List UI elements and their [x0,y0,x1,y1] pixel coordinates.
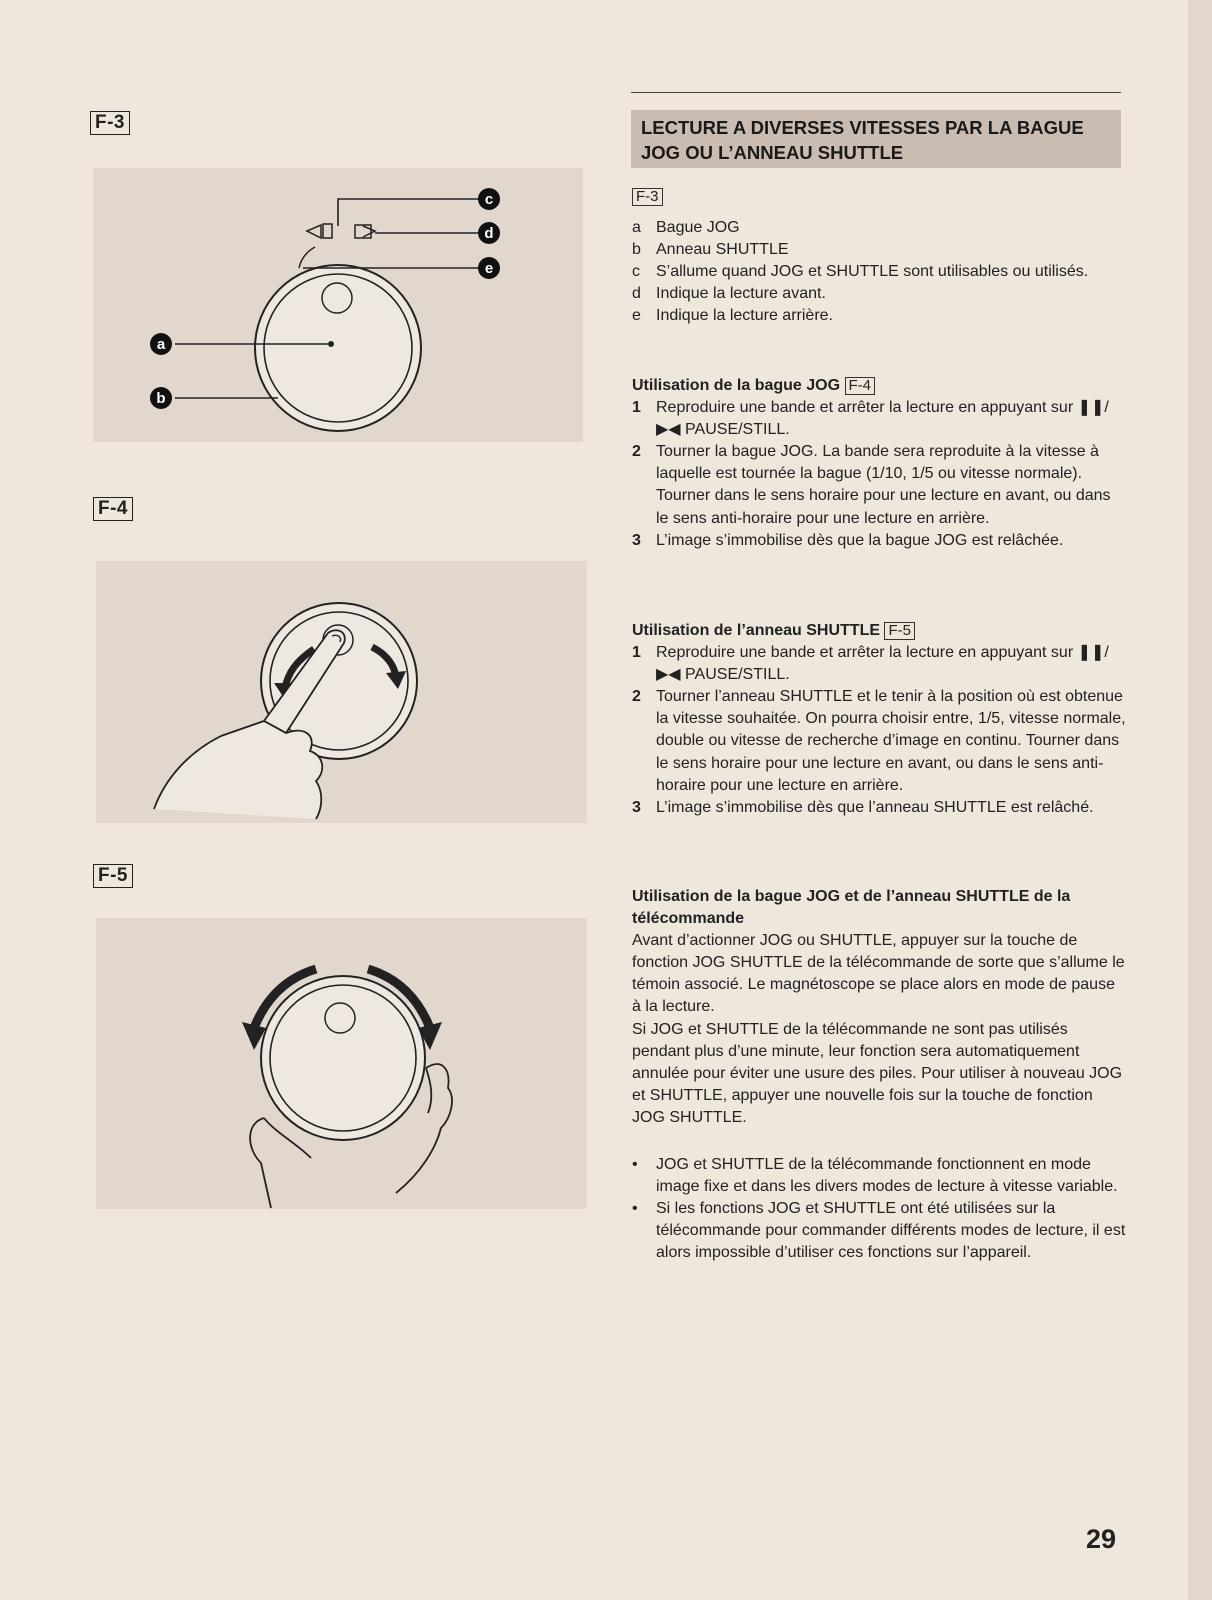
remote-title: Utilisation de la bague JOG et de l’anneau SHUTTLE de la télécommande [632,888,1071,928]
legend-item [632,217,1126,239]
legend-key: b [632,241,641,259]
step-number: 3 [632,798,641,816]
shuttle-figure-ref: F-5 [884,622,915,640]
shuttle-step [632,686,1126,796]
notes-list [632,1154,1126,1264]
callout-c: c [484,191,494,208]
figure-f3-panel [93,168,583,442]
shuttle-rotation-illustration [96,918,587,1209]
step-text: Tourner l’anneau SHUTTLE et le tenir à la position où est obtenue la vitesse souhaitée. On pourra choisir entre, 1/5, vitesse normale, double ou vitesse de recherche d’image en continu. Tourner dans le sens horaire pour une lecture en avant, ou dans le sens anti-horaire pour une lecture en arrière. [656,688,1126,794]
legend-key: a [632,219,641,236]
legend-item [632,305,1126,327]
jog-figure-ref: F-4 [845,377,876,395]
section-heading [631,110,1121,168]
remote-section [632,886,1126,1129]
figure-f4-panel [96,561,587,823]
shuttle-step [632,797,1126,819]
figure-label-f3: F-3 [90,111,130,135]
step-number: 3 [632,531,641,549]
legend-ref-wrap [632,186,1126,208]
legend-item [632,283,1126,305]
jog-step [632,530,1126,552]
remote-paragraph-1: Avant d’actionner JOG ou SHUTTLE, appuyer sur la touche de fonction JOG SHUTTLE de la télécommande de sorte que s’allume le témoin associé. Le magnétoscope se place alors en mode de pause à la lecture. [632,932,1125,1016]
step-number: 2 [632,443,641,461]
step-number: 2 [632,688,641,706]
note-item: • Si les fonctions JOG et SHUTTLE ont été utilisées sur la télécommande pour commander différents modes de lecture, il est alors impossible d’utiliser ces fonctions sur l’appareil. [632,1198,1126,1264]
shuttle-title [632,620,1126,642]
shuttle-title-text: Utilisation de l’anneau SHUTTLE [632,622,881,639]
legend-item [632,261,1126,283]
jog-title-text: Utilisation de la bague JOG [632,377,841,394]
legend-text: Bague JOG [656,219,740,236]
callout-e: e [484,260,494,277]
page-edge-shade [1188,0,1212,1600]
callout-d: d [484,225,494,242]
step-text: Tourner la bague JOG. La bande sera reproduite à la vitesse à laquelle est tournée la bague (1/10, 1/5 ou vitesse normale). Tourner dans le sens horaire pour une lecture en avant, ou dans le sens anti-horaire pour une lecture en arrière. [656,443,1111,527]
jog-rotation-illustration [96,561,587,823]
figure-label-f4: F-4 [93,497,133,521]
step-text: L’image s’immobilise dès que la bague JOG est relâchée. [656,531,1064,549]
heading-line-2: JOG OU L’ANNEAU SHUTTLE [641,142,904,163]
step-text: Reproduire une bande et arrêter la lecture en appuyant sur ❚❚/▶◀ PAUSE/STILL. [656,644,1109,684]
remote-paragraph-2: Si JOG et SHUTTLE de la télécommande ne sont pas utilisés pendant plus d’une minute, leur fonction sera automatiquement annulée pour éviter une usure des piles. Pour utiliser à nouveau JOG et SHUTTLE, appuyer une nouvelle fois sur la touche de fonction JOG SHUTTLE. [632,1020,1123,1126]
shuttle-section [632,620,1126,819]
callout-b: b [156,390,166,407]
legend-figure-ref: F-3 [632,188,663,206]
legend-text: Indique la lecture arrière. [656,307,833,325]
note-text: Si les fonctions JOG et SHUTTLE ont été utilisées sur la télécommande pour commander différents modes de lecture, il est alors impossible d’utiliser ces fonctions sur l’appareil. [656,1200,1126,1262]
figure-label-f5: F-5 [93,864,133,888]
jog-section [632,375,1126,552]
heading-line-1: LECTURE A DIVERSES VITESSES PAR LA BAGUE [641,117,1084,138]
step-number: 1 [632,399,641,417]
figure-f5-panel [96,918,587,1209]
legend-text: Indique la lecture avant. [656,285,826,303]
legend-key: d [632,285,641,303]
jog-shuttle-diagram [93,168,583,442]
jog-step [632,441,1126,529]
legend-list [632,217,1126,327]
legend-item [632,239,1126,261]
page-number: 29 [1086,1524,1117,1554]
legend-text: S’allume quand JOG et SHUTTLE sont utilisables ou utilisés. [656,263,1089,281]
step-text: L’image s’immobilise dès que l’anneau SHUTTLE est relâché. [656,798,1094,816]
legend-key: c [632,263,640,281]
note-item: • JOG et SHUTTLE de la télécommande fonctionnent en mode image fixe et dans les divers modes de lecture à vitesse variable. [632,1154,1126,1198]
shuttle-step [632,642,1126,686]
jog-step [632,397,1126,441]
note-text: JOG et SHUTTLE de la télécommande fonctionnent en mode image fixe et dans les divers modes de lecture à vitesse variable. [656,1156,1118,1196]
callout-a: a [156,336,166,353]
step-text: Reproduire une bande et arrêter la lecture en appuyant sur ❚❚/▶◀ PAUSE/STILL. [656,399,1109,439]
jog-title [632,375,1126,397]
legend-key: e [632,307,641,325]
step-number: 1 [632,644,641,662]
legend-text: Anneau SHUTTLE [656,241,789,259]
heading-rule [631,92,1121,93]
